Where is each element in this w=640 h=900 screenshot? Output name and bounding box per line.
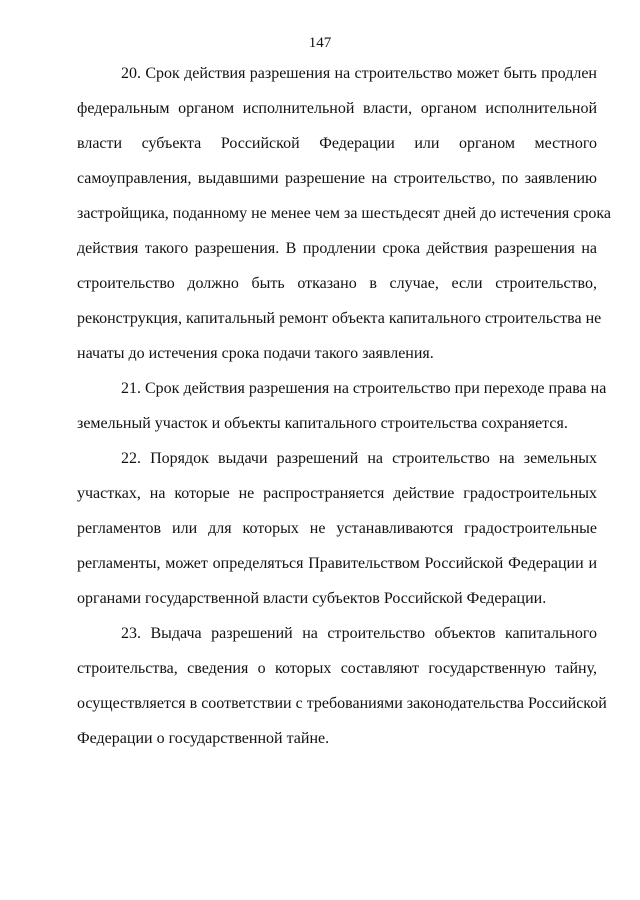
paragraph-line: 22. Порядок выдачи разрешений на строительство на земельных (121, 450, 597, 467)
document-body (77, 56, 611, 756)
paragraph-21 (77, 371, 607, 441)
paragraph-20 (77, 56, 611, 371)
paragraph-line: действия такого разрешения. В продлении срока действия разрешения на (77, 240, 597, 257)
paragraph-22 (77, 441, 597, 616)
paragraph-line: застройщика, поданному не менее чем за шестьдесят дней до истечения срока (77, 205, 611, 222)
paragraph-line: строительство должно быть отказано в случае, если строительство, (77, 275, 597, 292)
paragraph-line: федеральным органом исполнительной власти, органом исполнительной (77, 100, 597, 117)
paragraph-line: регламенты, может определяться Правительством Российской Федерации и (77, 555, 597, 572)
page-number: 147 (308, 35, 332, 51)
paragraph-line: начаты до истечения срока подачи такого заявления. (77, 345, 434, 362)
paragraph-line: 21. Срок действия разрешения на строительство при переходе права на (121, 380, 607, 397)
paragraph-line: регламентов или для которых не устанавливаются градостроительные (77, 520, 597, 537)
paragraph-line: власти субъекта Российской Федерации или органом местного (77, 135, 597, 152)
paragraph-line: Федерации о государственной тайне. (77, 730, 330, 747)
paragraph-line: 20. Срок действия разрешения на строительство может быть продлен (121, 65, 597, 82)
paragraph-line: 23. Выдача разрешений на строительство объектов капитального (121, 625, 597, 642)
paragraph-line: органами государственной власти субъектов Российской Федерации. (77, 590, 547, 607)
paragraph-line: земельный участок и объекты капитального строительства сохраняется. (77, 415, 568, 432)
paragraph-23 (77, 616, 607, 756)
paragraph-line: самоуправления, выдавшими разрешение на строительство, по заявлению (77, 170, 597, 187)
paragraph-line: реконструкция, капитальный ремонт объекта капитального строительства не (77, 310, 602, 327)
paragraph-line: строительства, сведения о которых составляют государственную тайну, (77, 660, 597, 677)
paragraph-line: участках, на которые не распространяется действие градостроительных (77, 485, 597, 502)
paragraph-line: осуществляется в соответствии с требованиями законодательства Российской (77, 695, 607, 712)
